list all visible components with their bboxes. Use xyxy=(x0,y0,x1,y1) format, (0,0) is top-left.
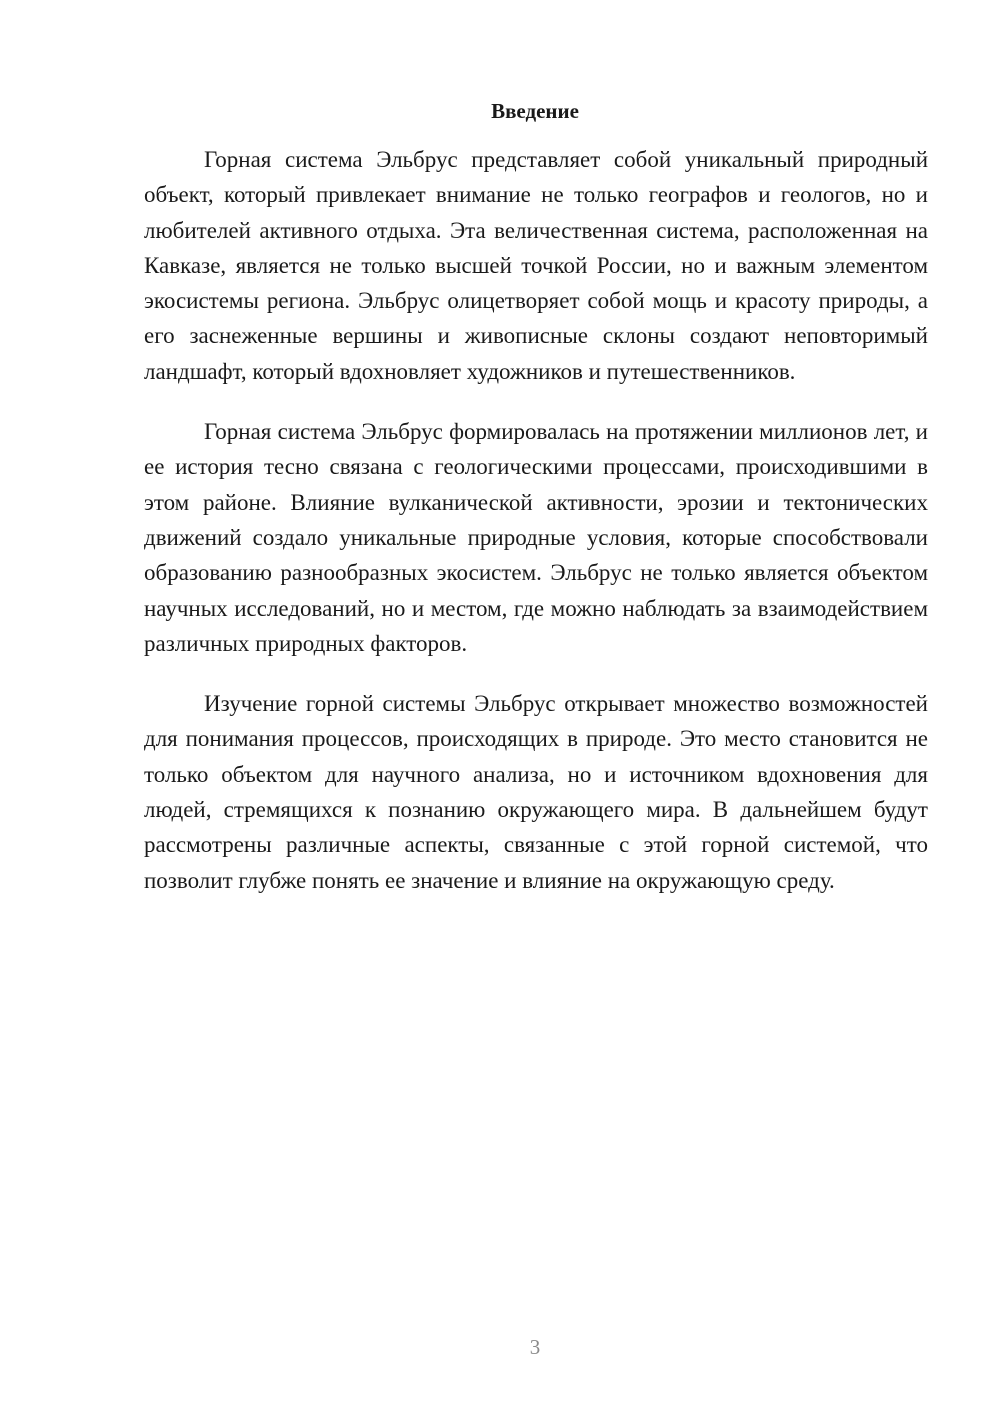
paragraph: Изучение горной системы Эльбрус открывает множество возможностей для понимания процессов, происходящих в природе. Это место становится не только объектом для научного анализа, но и источником вдохновения для людей, стремящихся к познанию окружающего мира. В дальнейшем будут рассмотрены различные аспекты, связанные с этой горной системой, что позволит глубже понять ее значение и влияние на окружающую среду. xyxy=(144,691,928,893)
body-text xyxy=(144,142,928,923)
paragraph: Горная система Эльбрус формировалась на протяжении миллионов лет, и ее история тесно связана с геологическими процессами, происходившими в этом районе. Влияние вулканической активности, эрозии и тектонических движений создало уникальные природные условия, которые способствовали образованию разнообразных экосистем. Эльбрус не только является объектом научных исследований, но и местом, где можно наблюдать за взаимодействием различных природных факторов. xyxy=(144,419,928,656)
paragraph: Горная система Эльбрус представляет собой уникальный природный объект, который привлекает внимание не только географов и геологов, но и любителей активного отдыха. Эта величественная система, расположенная на Кавказе, является не только высшей точкой России, но и важным элементом экосистемы региона. Эльбрус олицетворяет собой мощь и красоту природы, а его заснеженные вершины и живописные склоны создают неповторимый ландшафт, который вдохновляет художников и путешественников. xyxy=(144,147,928,384)
page-number: 3 xyxy=(529,1335,541,1359)
section-title: Введение xyxy=(491,99,579,123)
